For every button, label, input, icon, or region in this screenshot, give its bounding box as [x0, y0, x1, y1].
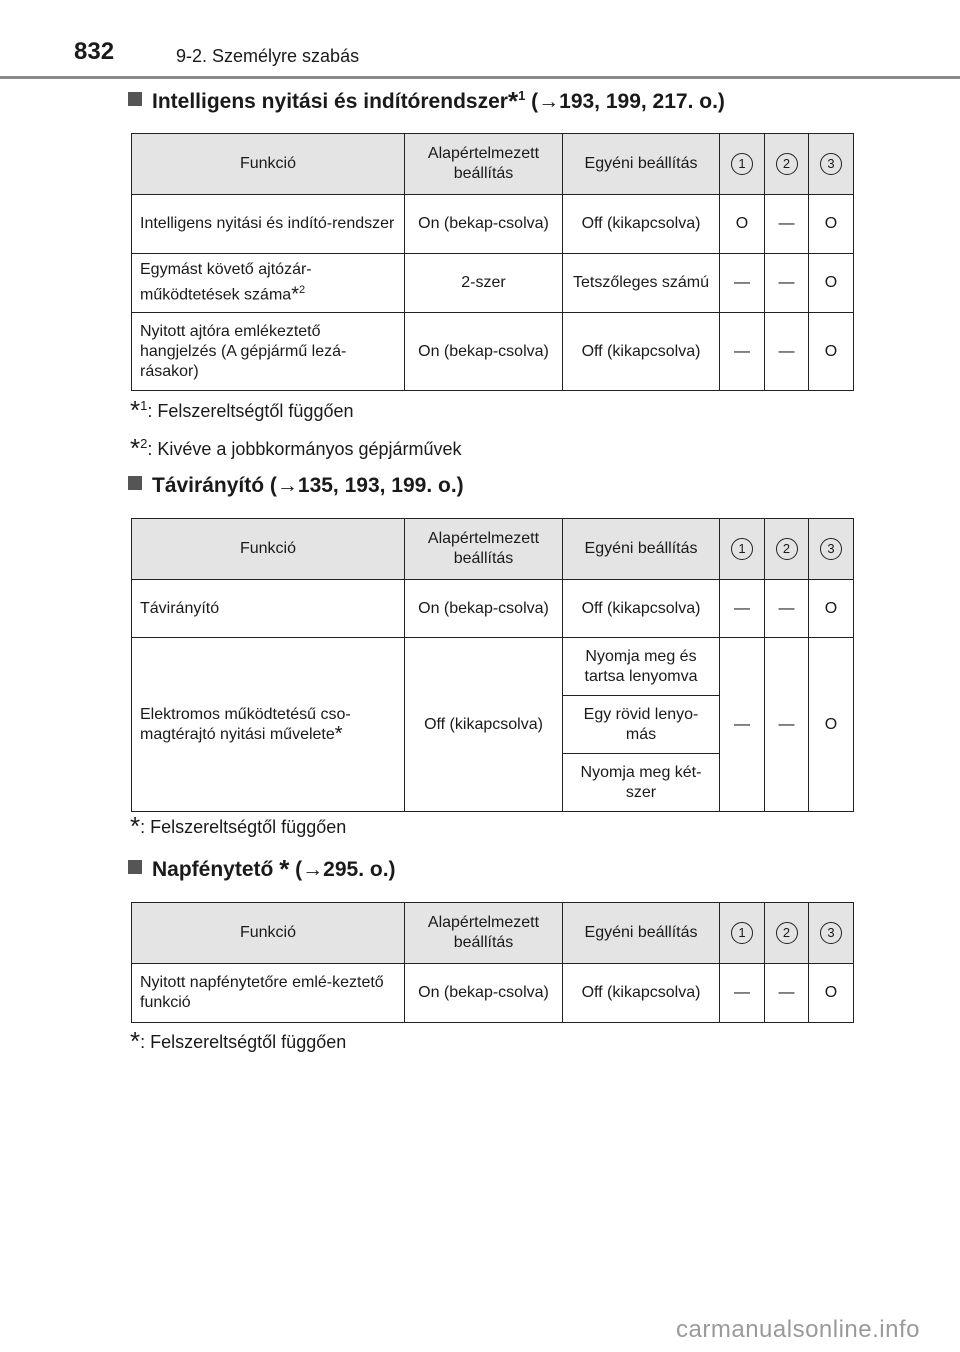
asterisk-mark: *	[130, 1026, 141, 1056]
col-header-3	[809, 519, 854, 580]
cell-function: Nyitott napfénytetőre emlé-keztető funkció	[132, 964, 405, 1023]
cell-function	[132, 638, 405, 812]
cell-mode-1: —	[720, 638, 765, 812]
chapter-title: 9-2. Személyre szabás	[176, 46, 360, 66]
cell-default: On (bekap-csolva)	[405, 195, 563, 254]
cell-function-text: Elektromos működtetésű cso-magtérajtó nyitási művelete	[140, 705, 351, 743]
asterisk-mark: *	[130, 395, 141, 425]
table-row	[132, 313, 854, 391]
cell-custom: Off (kikapcsolva)	[563, 195, 720, 254]
watermark: carmanualsonline.info	[676, 1316, 920, 1343]
col-header-2	[765, 519, 809, 580]
asterisk-mark: *	[291, 283, 299, 306]
cell-mode-1: O	[720, 195, 765, 254]
cell-mode-1: —	[720, 580, 765, 638]
circled-number-1-icon: 1	[731, 922, 753, 944]
circled-number-2-icon: 2	[776, 538, 798, 560]
page-header	[0, 0, 960, 80]
col-header-default: Alapértelmezett beállítás	[405, 903, 563, 964]
bullet-square-icon	[128, 476, 142, 490]
table-header-row	[132, 903, 854, 964]
table-row	[132, 964, 854, 1023]
col-header-custom: Egyéni beállítás	[563, 519, 720, 580]
section-heading-smart-entry	[128, 88, 725, 114]
footnote-ref: 2	[298, 284, 306, 297]
cell-mode-3: O	[809, 964, 854, 1023]
asterisk-mark: *	[334, 722, 343, 745]
cell-mode-3: O	[809, 313, 854, 391]
col-header-1	[720, 519, 765, 580]
section-heading-remote	[128, 474, 464, 498]
cell-mode-2: —	[765, 638, 809, 812]
cell-custom: Tetszőleges számú	[563, 254, 720, 313]
footnote-text: : Felszereltségtől függően	[140, 1032, 347, 1052]
footnote-2	[130, 433, 462, 463]
col-header-1	[720, 134, 765, 195]
table-header-row	[132, 519, 854, 580]
circled-number-1-icon: 1	[731, 538, 753, 560]
bullet-square-icon	[128, 92, 142, 106]
cell-mode-1: —	[720, 964, 765, 1023]
cell-default: Off (kikapcsolva)	[405, 638, 563, 812]
asterisk-mark: *	[130, 811, 141, 841]
footnote-1	[130, 395, 354, 425]
cell-default: 2-szer	[405, 254, 563, 313]
cell-custom: Off (kikapcsolva)	[563, 580, 720, 638]
cell-function-text: Egymást követő ajtózár-működtetések száma	[140, 261, 312, 304]
footnote-text: : Felszereltségtől függően	[140, 817, 347, 837]
cell-mode-3: O	[809, 195, 854, 254]
section-title: Napfénytető	[152, 858, 274, 881]
table-header-row	[132, 134, 854, 195]
section-heading-sunroof	[128, 854, 396, 884]
cell-default: On (bekap-csolva)	[405, 964, 563, 1023]
asterisk-mark: *	[130, 433, 141, 463]
footnote-text: : Felszereltségtől függően	[147, 401, 354, 421]
settings-table-smart-entry	[131, 133, 854, 391]
cell-mode-3: O	[809, 254, 854, 313]
cell-mode-1: —	[720, 254, 765, 313]
col-header-default: Alapértelmezett beállítás	[405, 134, 563, 195]
circled-number-3-icon: 3	[820, 153, 842, 175]
col-header-1	[720, 903, 765, 964]
col-header-3	[809, 903, 854, 964]
cell-mode-1: —	[720, 313, 765, 391]
bullet-square-icon	[128, 860, 142, 874]
cell-function: Távirányító	[132, 580, 405, 638]
footnote-number: 1	[140, 398, 148, 413]
footnote-number: 2	[140, 436, 148, 451]
circled-number-2-icon: 2	[776, 153, 798, 175]
settings-table-remote	[131, 518, 854, 812]
cell-mode-3: O	[809, 638, 854, 812]
table-row	[132, 195, 854, 254]
cell-mode-2: —	[765, 964, 809, 1023]
col-header-2	[765, 134, 809, 195]
circled-number-3-icon: 3	[820, 922, 842, 944]
cell-mode-2: —	[765, 580, 809, 638]
col-header-function: Funkció	[132, 903, 405, 964]
cell-function	[132, 254, 405, 313]
col-header-custom: Egyéni beállítás	[563, 134, 720, 195]
col-header-custom: Egyéni beállítás	[563, 903, 720, 964]
footnote-4	[130, 1026, 347, 1056]
col-header-default: Alapértelmezett beállítás	[405, 519, 563, 580]
cell-default: On (bekap-csolva)	[405, 580, 563, 638]
cell-option: Egy rövid lenyo-más	[563, 696, 720, 754]
section-title: Távirányító	[152, 474, 265, 497]
page-reference: (→135, 193, 199. o.)	[269, 474, 464, 497]
cell-custom: Off (kikapcsolva)	[563, 313, 720, 391]
cell-mode-2: —	[765, 254, 809, 313]
circled-number-1-icon: 1	[731, 153, 753, 175]
asterisk-mark: *	[507, 86, 519, 116]
cell-option: Nyomja meg és tartsa lenyomva	[563, 638, 720, 696]
footnote-text: : Kivéve a jobbkormányos gépjárművek	[147, 439, 462, 459]
cell-mode-2: —	[765, 313, 809, 391]
cell-custom: Off (kikapcsolva)	[563, 964, 720, 1023]
page-reference: (→295. o.)	[295, 858, 396, 881]
cell-option: Nyomja meg két-szer	[563, 754, 720, 812]
footnote-ref: 1	[518, 88, 526, 103]
cell-function: Nyitott ajtóra emlékeztető hangjelzés (A gépjármű lezá-rásakor)	[132, 313, 405, 391]
circled-number-3-icon: 3	[820, 538, 842, 560]
section-title: Intelligens nyitási és indítórendszer	[152, 90, 508, 113]
col-header-3	[809, 134, 854, 195]
page-number: 832	[74, 38, 115, 65]
cell-function: Intelligens nyitási és indító-rendszer	[132, 195, 405, 254]
col-header-function: Funkció	[132, 519, 405, 580]
table-row	[132, 638, 854, 696]
asterisk-mark: *	[279, 854, 290, 884]
col-header-function: Funkció	[132, 134, 405, 195]
table-row	[132, 254, 854, 313]
cell-mode-2: —	[765, 195, 809, 254]
footnote-3	[130, 811, 347, 841]
page-reference: (→193, 199, 217. o.)	[531, 90, 725, 113]
table-row	[132, 580, 854, 638]
circled-number-2-icon: 2	[776, 922, 798, 944]
settings-table-sunroof	[131, 902, 854, 1023]
cell-mode-3: O	[809, 580, 854, 638]
col-header-2	[765, 903, 809, 964]
header-divider	[0, 76, 960, 79]
cell-default: On (bekap-csolva)	[405, 313, 563, 391]
